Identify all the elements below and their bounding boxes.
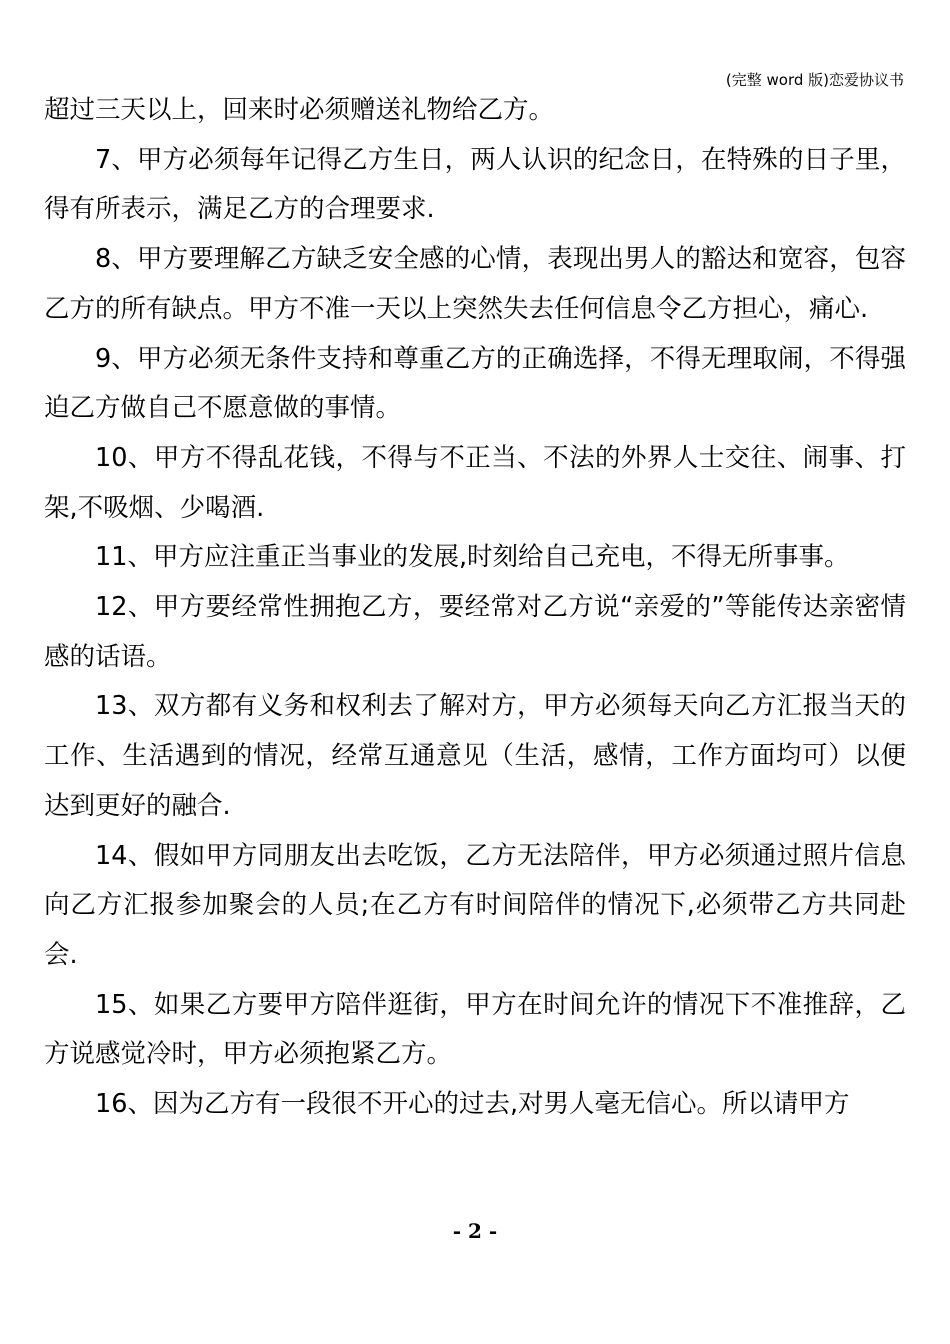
paragraph: 14、假如甲方同朋友出去吃饭，乙方无法陪伴，甲方必须通过照片信息向乙方汇报参加聚会的人员;在乙方有时间陪伴的情况下,必须带乙方共同赴会. xyxy=(44,840,906,970)
paragraph: 15、如果乙方要甲方陪伴逛街，甲方在时间允许的情况下不准推辞，乙方说感觉冷时，甲方必须抱紧乙方。 xyxy=(44,989,906,1070)
paragraph: 9、甲方必须无条件支持和尊重乙方的正确选择，不得无理取闹，不得强迫乙方做自己不愿意做的事情。 xyxy=(44,343,906,424)
page-number: - 2 - xyxy=(452,1219,498,1243)
paragraph: 13、双方都有义务和权利去了解对方，甲方必须每天向乙方汇报当天的工作、生活遇到的情况，经常互通意见（生活，感情，工作方面均可）以便达到更好的融合. xyxy=(44,691,906,821)
document-body xyxy=(44,86,906,1130)
paragraph: 8、甲方要理解乙方缺乏安全感的心情，表现出男人的豁达和宽容，包容乙方的所有缺点。甲方不准一天以上突然失去任何信息令乙方担心，痛心. xyxy=(44,244,906,324)
paragraph: 超过三天以上，回来时必须赠送礼物给乙方。 xyxy=(44,95,555,125)
paragraph: 12、甲方要经常性拥抱乙方，要经常对乙方说“亲爱的”等能传达亲密情感的话语。 xyxy=(44,592,906,672)
paragraph: 11、甲方应注重正当事业的发展,时刻给自己充电，不得无所事事。 xyxy=(95,542,850,573)
paragraph: 7、甲方必须每年记得乙方生日，两人认识的纪念日，在特殊的日子里，得有所表示，满足乙方的合理要求. xyxy=(44,144,906,225)
document-header-title: (完整 word 版)恋爱协议书 xyxy=(725,71,904,89)
paragraph: 10、甲方不得乱花钱，不得与不正当、不法的外界人士交往、闹事、打架,不吸烟、少喝酒. xyxy=(44,442,906,523)
paragraph: 16、因为乙方有一段很不开心的过去,对男人毫无信心。所以请甲方 xyxy=(95,1089,850,1120)
